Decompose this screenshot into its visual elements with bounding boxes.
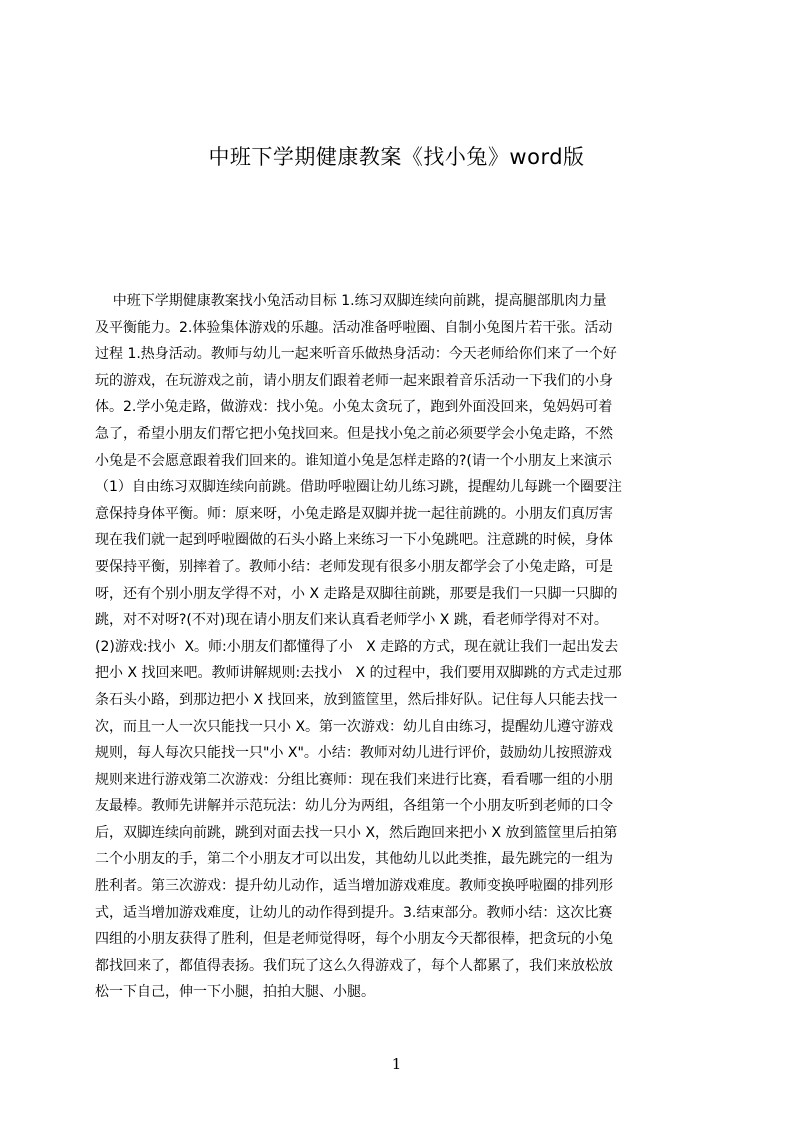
- body-text-line: 要保持平衡，别摔着了。教师小结：老师发现有很多小朋友都学会了小兔走路，可是: [95, 558, 613, 575]
- body-text-line: 过程 1.热身活动。教师与幼儿一起来听音乐做热身活动：今天老师给你们来了一个好: [95, 346, 617, 363]
- body-text-line: 条石头小路，到那边把小 X 找回来，放到篮筐里，然后排好队。记住每人只能去找一: [95, 691, 618, 708]
- body-text-line: 跳，对不对呀?(不对)现在请小朋友们来认真看老师学小 X 跳，看老师学得对不对。: [95, 612, 608, 629]
- body-text-line: 后，双脚连续向前跳，跳到对面去找一只小 X，然后跑回来把小 X 放到篮筐里后拍第: [95, 824, 618, 841]
- body-text-line: 规则，每人每次只能找一只"小 X"。小结：教师对幼儿进行评价，鼓励幼儿按照游戏: [95, 745, 612, 762]
- body-text-line: 呀，还有个别小朋友学得不对，小 X 走路是双脚往前跳，那要是我们一只脚一只脚的: [95, 585, 618, 602]
- body-text-line: 及平衡能力。2.体验集体游戏的乐趣。活动准备呼啦圈、自制小兔图片若干张。活动: [95, 319, 613, 336]
- body-text-line: 玩的游戏，在玩游戏之前，请小朋友们跟着老师一起来跟着音乐活动一下我们的小身: [95, 372, 613, 389]
- body-text-line: 小兔是不会愿意跟着我们回来的。谁知道小兔是怎样走路的?(请一个小朋友上来演示: [95, 452, 612, 469]
- body-text-line: 松一下自己，伸一下小腿，拍拍大腿、小腿。: [95, 984, 375, 1001]
- body-text-line: 意保持身体平衡。师：原来呀，小兔走路是双脚并拢一起往前跳的。小朋友们真厉害: [95, 505, 613, 522]
- body-text-line: 次，而且一人一次只能找一只小 X。第一次游戏：幼儿自由练习，提醒幼儿遵守游戏: [95, 718, 614, 735]
- body-text-line: 现在我们就一起到呼啦圈做的石头小路上来练习一下小兔跳吧。注意跳的时候，身体: [95, 532, 613, 549]
- body-text-line: 友最棒。教师先讲解并示范玩法：幼儿分为两组，各组第一个小朋友听到老师的口令: [95, 798, 613, 815]
- body-text-line: 都找回来了，都值得表扬。我们玩了这么久得游戏了，每个人都累了，我们来放松放: [95, 957, 613, 974]
- body-text-line: (2)游戏:找小 X。师:小朋友们都懂得了小 X 走路的方式，现在就让我们一起出发去: [95, 638, 619, 655]
- document-body: [95, 288, 698, 1020]
- body-text-line: （1）自由练习双脚连续向前跳。借助呼啦圈让幼儿练习跳，提醒幼儿每跳一个圈要注: [95, 479, 622, 496]
- body-text-line: 规则来进行游戏第二次游戏：分组比赛师：现在我们来进行比赛，看看哪一组的小朋: [95, 771, 613, 788]
- body-text-line: 中班下学期健康教案找小兔活动目标 1.练习双脚连续向前跳，提高腿部肌肉力量: [95, 293, 607, 309]
- body-text-line: 体。2.学小兔走路，做游戏：找小兔。小兔太贪玩了，跑到外面没回来，兔妈妈可着: [95, 399, 613, 416]
- body-text-line: 四组的小朋友获得了胜利，但是老师觉得呀，每个小朋友今天都很棒，把贪玩的小兔: [95, 931, 613, 948]
- document-title: 中班下学期健康教案《找小兔》word版: [208, 145, 585, 169]
- body-text-line: 急了，希望小朋友们帮它把小兔找回来。但是找小兔之前必须要学会小兔走路，不然: [95, 425, 613, 442]
- body-text-line: 二个小朋友的手，第二个小朋友才可以出发，其他幼儿以此类推，最先跳完的一组为: [95, 851, 613, 868]
- body-text-line: 把小 X 找回来吧。教师讲解规则:去找小 X 的过程中，我们要用双脚跳的方式走过那: [95, 665, 622, 682]
- body-text-line: 式，适当增加游戏难度，让幼儿的动作得到提升。3.结束部分。教师小结：这次比赛: [95, 904, 613, 921]
- body-text-line: 胜利者。第三次游戏：提升幼儿动作，适当增加游戏难度。教师变换呼啦圈的排列形: [95, 878, 613, 895]
- page-number: 1: [391, 1055, 402, 1073]
